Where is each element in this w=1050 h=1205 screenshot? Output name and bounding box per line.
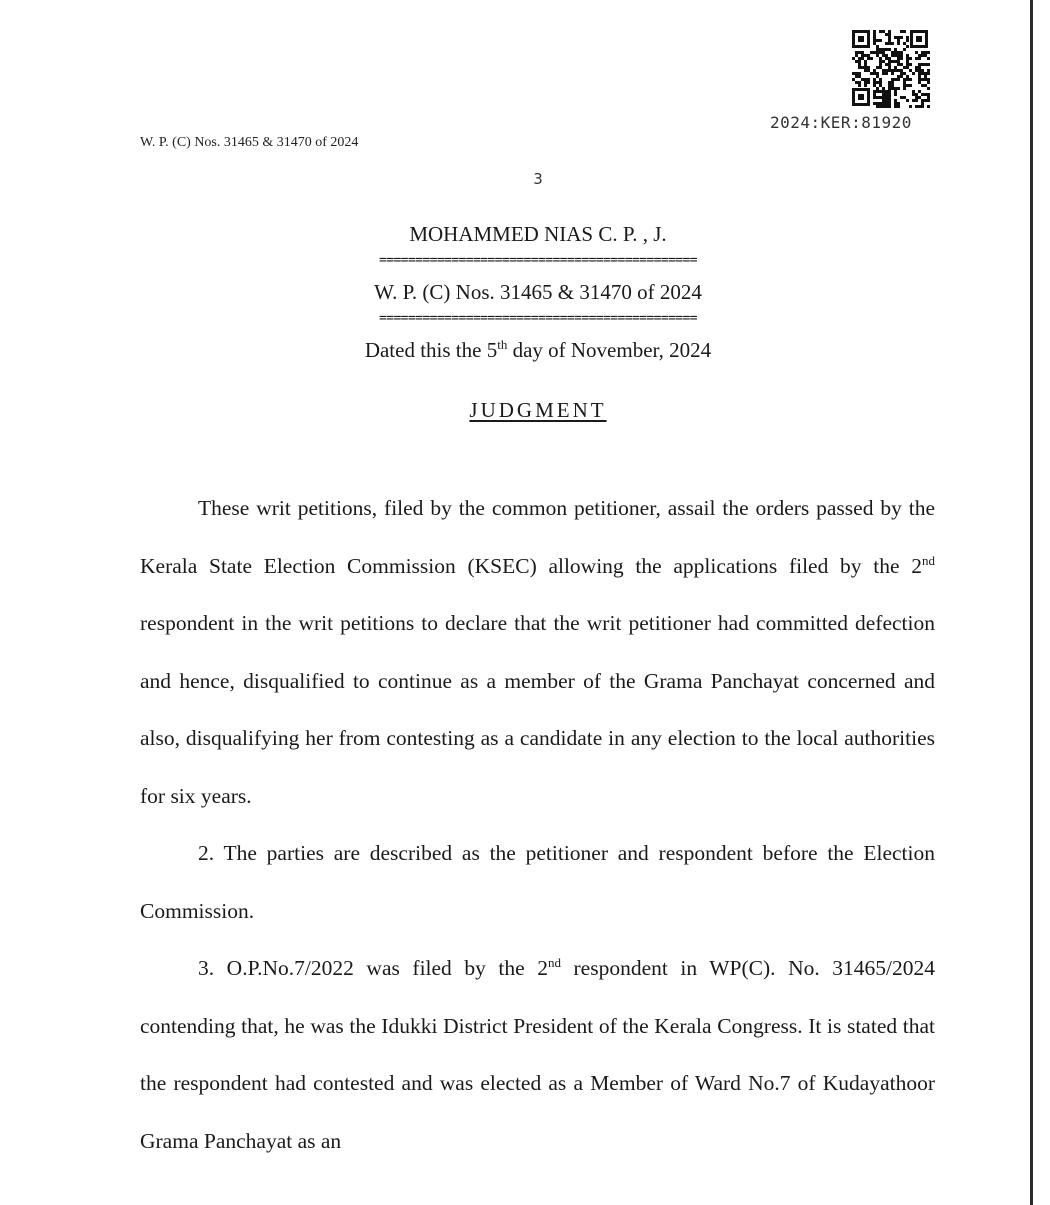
judgment-heading: JUDGMENT xyxy=(469,398,607,422)
judge-name: MOHAMMED NIAS C. P. , J. xyxy=(409,222,667,246)
separator-rule: ============================================ xyxy=(379,312,697,325)
case-title: W. P. (C) Nos. 31465 & 31470 of 2024 xyxy=(374,280,702,304)
running-header-case-number: W. P. (C) Nos. 31465 & 31470 of 2024 xyxy=(140,135,359,150)
page-number: 3 xyxy=(533,170,543,188)
paragraph-1: These writ petitions, filed by the common petitioner, assail the orders passed by the Kerala State Election Commission (KSEC) allowing the applications filed by the 2nd respondent in the writ petitions to declare that the writ petitioner had committed defection and hence, disqualified to continue as a member of the Grama Panchayat concerned and also, disqualifying her from contesting as a candidate in any election to the local authorities for six years. xyxy=(140,496,935,808)
judgment-date: Dated this the 5th day of November, 2024 xyxy=(364,337,712,362)
judgment-body xyxy=(140,480,935,1170)
paragraph-2: 2. The parties are described as the petitioner and respondent before the Election Commission. xyxy=(140,841,935,923)
separator-rule: ============================================ xyxy=(379,254,697,267)
qr-code-icon xyxy=(850,28,930,108)
neutral-citation: 2024:KER:81920 xyxy=(770,113,912,132)
paragraph-3: 3. O.P.No.7/2022 was filed by the 2nd respondent in WP(C). No. 31465/2024 contending that, he was the Idukki District President of the Kerala Congress. It is stated that the respondent had contested and was elected as a Member of Ward No.7 of Kudayathoor Grama Panchayat as an xyxy=(140,954,935,1153)
